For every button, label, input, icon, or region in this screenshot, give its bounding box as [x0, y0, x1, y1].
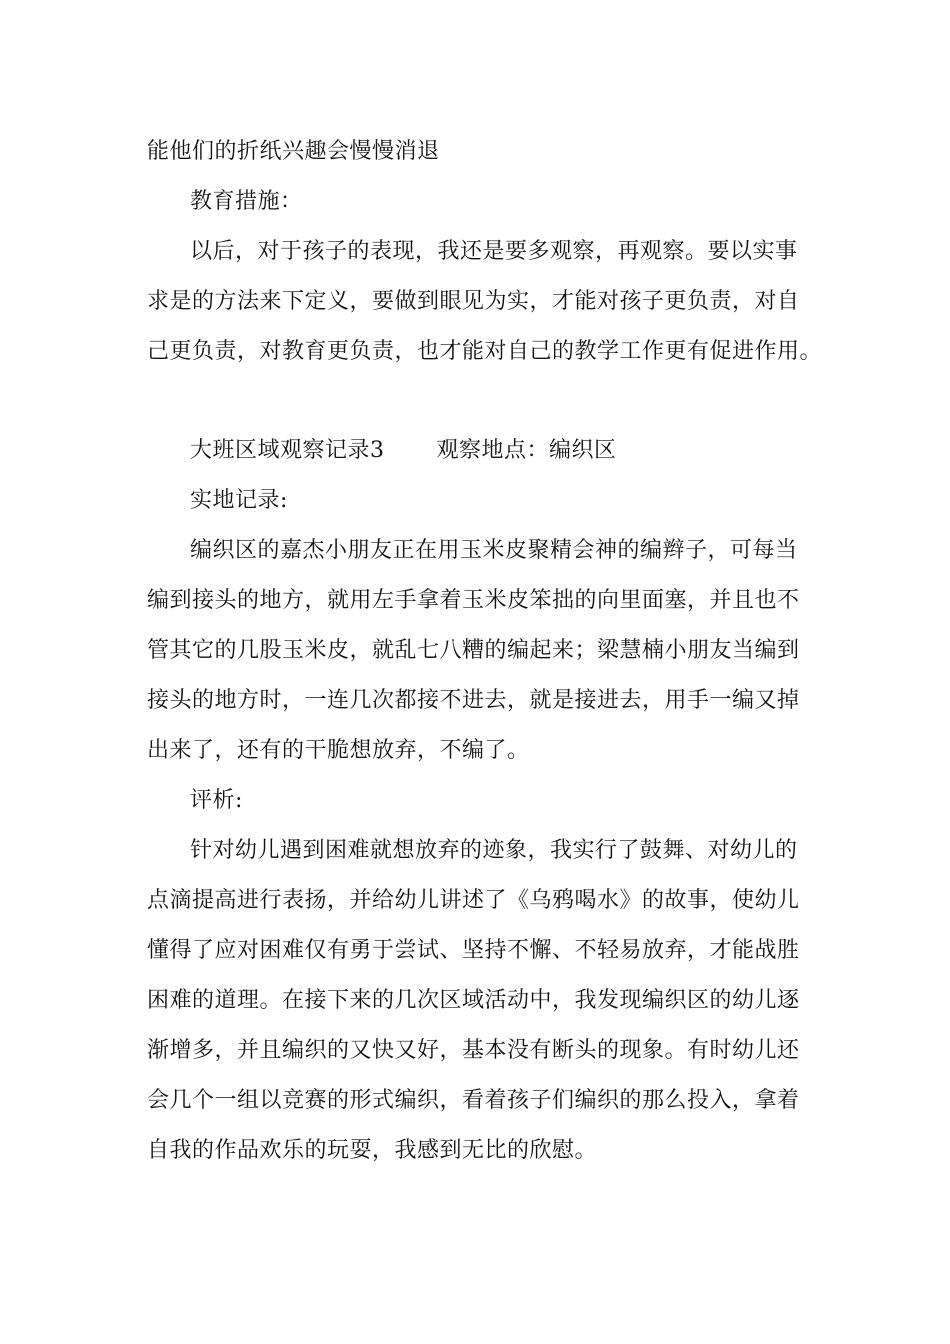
record-line-2: 编到接头的地方，就用左手拿着玉米皮笨拙的向里面塞，并且也不	[147, 588, 800, 613]
measures-heading: 教育措施：	[190, 189, 303, 214]
record-line-4: 接头的地方时，一连几次都接不进去，就是接进去，用手一编又掉	[147, 688, 800, 713]
paragraph-continued-line: 能他们的折纸兴趣会慢慢消退	[147, 139, 440, 164]
analysis-line-7: 自我的作品欢乐的玩耍，我感到无比的欣慰。	[147, 1138, 598, 1163]
record-line-3: 管其它的几股玉米皮，就乱七八糟的编起来；梁慧楠小朋友当编到	[147, 638, 800, 663]
analysis-line-1: 针对幼儿遇到困难就想放弃的迹象，我实行了鼓舞、对幼儿的	[190, 838, 798, 863]
analysis-line-6: 会几个一组以竞赛的形式编织，看着孩子们编织的那么投入，拿着	[147, 1088, 800, 1113]
analysis-heading: 评析:	[190, 788, 243, 813]
record-title-line	[190, 436, 617, 466]
analysis-line-5: 渐增多，并且编织的又快又好，基本没有断头的现象。有时幼儿还	[147, 1038, 800, 1063]
observation-location: 观察地点：编织区	[436, 438, 617, 463]
record-line-5: 出来了，还有的干脆想放弃，不编了。	[147, 738, 530, 763]
record-title: 大班区域观察记录3	[190, 438, 385, 463]
record-heading: 实地记录:	[190, 488, 288, 513]
analysis-line-4: 困难的道理。在接下来的几次区域活动中，我发现编织区的幼儿逐	[147, 988, 800, 1013]
analysis-line-2: 点滴提高进行表扬，并给幼儿讲述了《乌鸦喝水》的故事，使幼儿	[147, 888, 800, 913]
measures-line-2: 求是的方法来下定义，要做到眼见为实，才能对孩子更负责，对自	[147, 289, 800, 314]
analysis-line-3: 懂得了应对困难仅有勇于尝试、坚持不懈、不轻易放弃，才能战胜	[147, 938, 800, 963]
record-line-1: 编织区的嘉杰小朋友正在用玉米皮聚精会神的编辫子，可每当	[190, 538, 798, 563]
measures-line-1: 以后，对于孩子的表现，我还是要多观察，再观察。要以实事	[190, 239, 798, 264]
measures-line-3: 己更负责，对教育更负责，也才能对自己的教学工作更有促进作用。	[147, 339, 823, 364]
